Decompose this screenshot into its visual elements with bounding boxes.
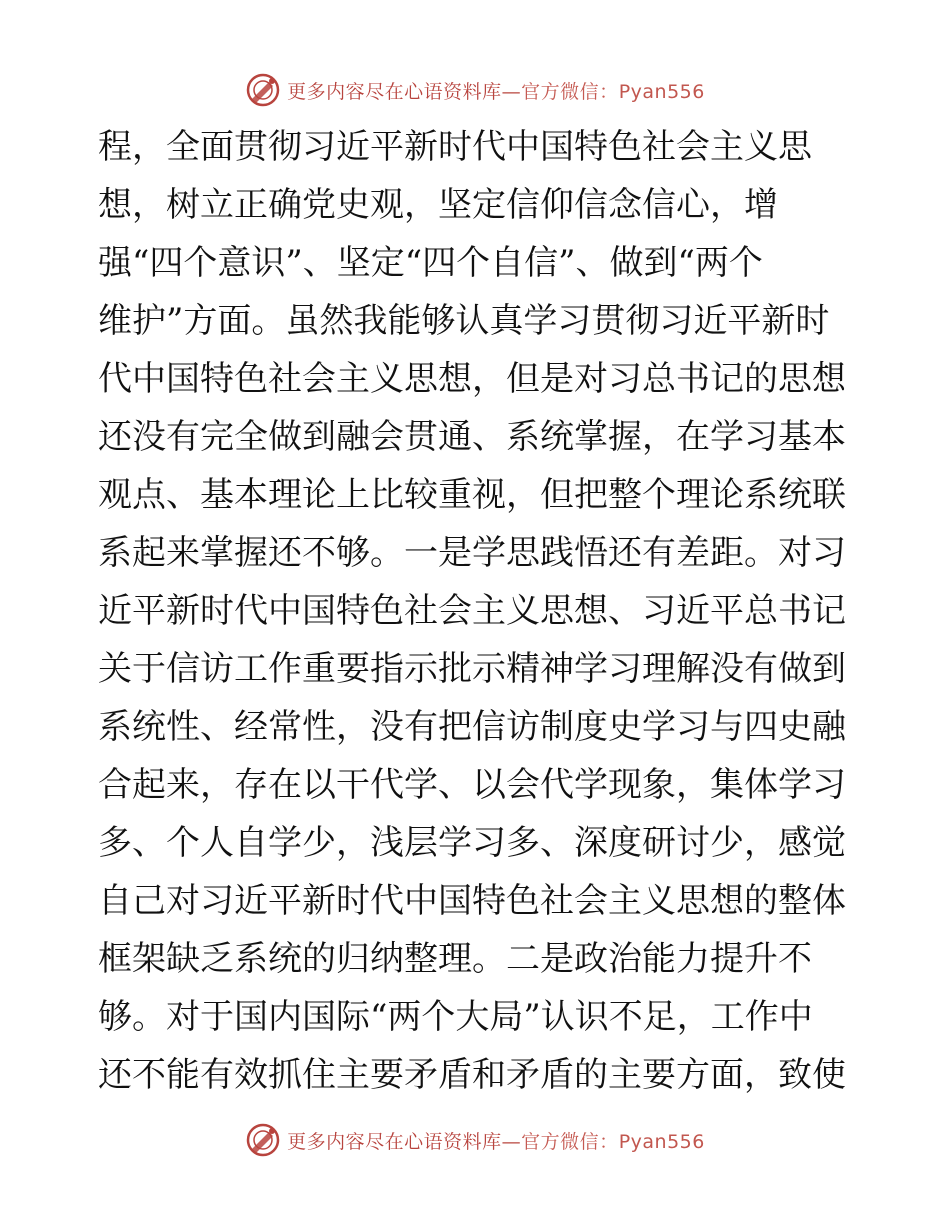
footer-wechat-label: 官方微信： bbox=[521, 1130, 619, 1153]
body-line: 框架缺乏系统的归纳整理。二是政治能力提升不 bbox=[98, 939, 812, 979]
body-line: 想，树立正确党史观，坚定信仰信念信心，增 bbox=[98, 185, 778, 225]
header-banner-text bbox=[287, 77, 705, 104]
body-line: 合起来，存在以干代学、以会代学现象，集体学习 bbox=[98, 765, 846, 805]
body-line: 够。对于国内国际“两个大局”认识不足，工作中 bbox=[98, 997, 813, 1037]
header-wechat-label: 官方微信： bbox=[521, 80, 619, 103]
body-line: 强“四个意识”、坚定“四个自信”、做到“两个 bbox=[98, 243, 763, 283]
body-line: 维护”方面。虽然我能够认真学习贯彻习近平新时 bbox=[98, 301, 830, 341]
header-dash: — bbox=[501, 80, 522, 103]
header-wechat-id: Pyan556 bbox=[618, 80, 705, 103]
footer-dash: — bbox=[501, 1130, 522, 1153]
body-line: 还不能有效抓住主要矛盾和矛盾的主要方面，致使 bbox=[98, 1055, 846, 1095]
seal-logo-icon bbox=[245, 1122, 281, 1158]
footer-banner bbox=[0, 1118, 950, 1162]
body-line: 观点、基本理论上比较重视，但把整个理论系统联 bbox=[98, 475, 846, 515]
header-site-text: 更多内容尽在心语资料库 bbox=[287, 80, 502, 103]
seal-logo-icon bbox=[245, 72, 281, 108]
body-line: 自己对习近平新时代中国特色社会主义思想的整体 bbox=[98, 881, 846, 921]
body-line: 关于信访工作重要指示批示精神学习理解没有做到 bbox=[98, 649, 846, 689]
body-line: 系起来掌握还不够。一是学思践悟还有差距。对习 bbox=[98, 533, 846, 573]
header-banner bbox=[0, 68, 950, 112]
body-line: 系统性、经常性，没有把信访制度史学习与四史融 bbox=[98, 707, 846, 747]
footer-wechat-id: Pyan556 bbox=[618, 1130, 705, 1153]
body-line: 还没有完全做到融会贯通、系统掌握，在学习基本 bbox=[98, 417, 846, 457]
body-line: 多、个人自学少，浅层学习多、深度研讨少，感觉 bbox=[98, 823, 846, 863]
document-body bbox=[98, 118, 858, 1104]
footer-banner-text bbox=[287, 1127, 705, 1154]
body-line: 程，全面贯彻习近平新时代中国特色社会主义思 bbox=[98, 127, 812, 167]
body-line: 代中国特色社会主义思想，但是对习总书记的思想 bbox=[98, 359, 846, 399]
body-line: 近平新时代中国特色社会主义思想、习近平总书记 bbox=[98, 591, 846, 631]
footer-site-text: 更多内容尽在心语资料库 bbox=[287, 1130, 502, 1153]
